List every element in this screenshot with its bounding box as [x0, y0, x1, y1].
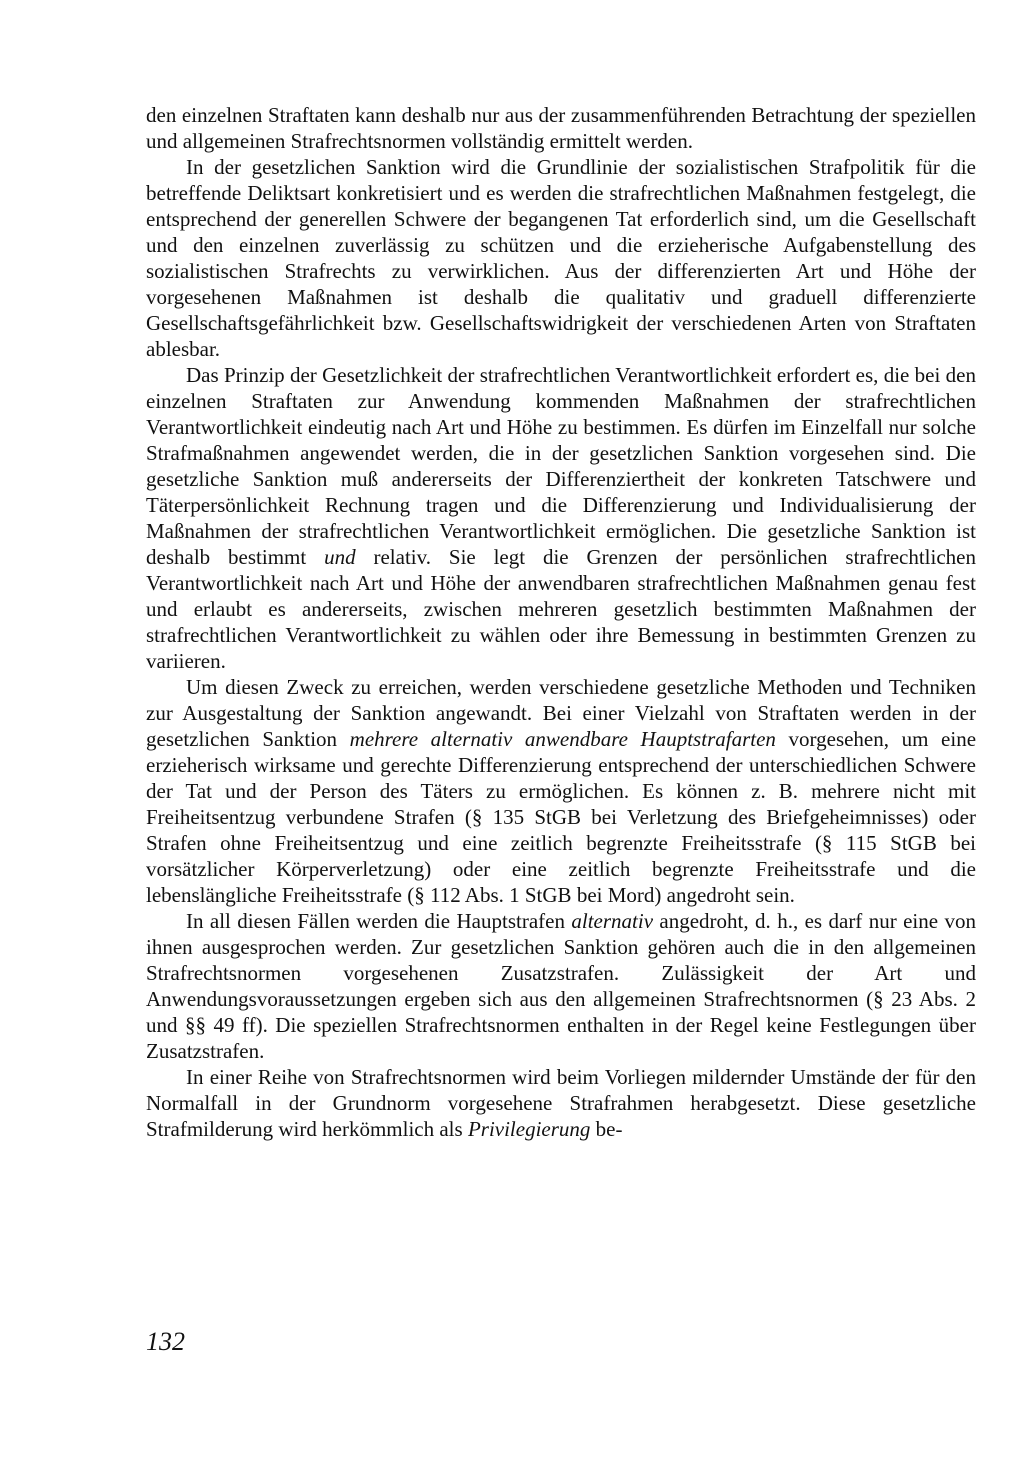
paragraph-3-emphasis: und	[324, 545, 356, 569]
paragraph-5-emphasis: alternativ	[571, 909, 654, 933]
paragraph-6	[146, 1064, 976, 1142]
paragraph-1-text: den einzelnen Straftaten kann deshalb nur aus der zusammenführenden Betrachtung der speziellen und allgemeinen Strafrechtsnormen vollständig ermittelt werden.	[146, 103, 976, 153]
paragraph-1	[146, 102, 976, 154]
paragraph-2	[146, 154, 976, 362]
paragraph-2-text: In der gesetzlichen Sanktion wird die Grundlinie der sozialistischen Strafpolitik für die betreffende Deliktsart konkretisiert und es werden die strafrechtlichen Maßnahmen festgelegt, die entsprechend der generellen Schwere der begangenen Tat erforderlich sind, um die Gesellschaft und den einzelnen zuverlässig zu schützen und die erzieherische Aufgabenstellung des sozialistischen Strafrechts zu verwirklichen. Aus der differenzierten Art und Höhe der vorgesehenen Maßnahmen ist deshalb die qualitativ und graduell differenzierte Gesellschaftsgefährlichkeit bzw. Gesellschaftswidrigkeit der verschiedenen Arten von Straftaten ablesbar.	[146, 155, 976, 361]
page-body	[146, 102, 976, 1142]
paragraph-4	[146, 674, 976, 908]
paragraph-5-text-b: angedroht, d. h., es darf nur eine von ihnen ausgesprochen werden. Zur gesetzlichen Sanktion gehören auch die in den allgemeinen Strafrechtsnormen vorgesehenen Zusatzstrafen. Zulässigkeit der Art und Anwendungsvoraussetzungen ergeben sich aus den allgemeinen Strafrechtsnormen (§ 23 Abs. 2 und §§ 49 ff). Die speziellen Strafrechtsnormen enthalten in der Regel keine Festlegungen über Zusatzstrafen.	[146, 909, 976, 1063]
paragraph-5	[146, 908, 976, 1064]
paragraph-5-text-a: In all diesen Fällen werden die Hauptstrafen	[186, 909, 572, 933]
paragraph-3-text-b: relativ. Sie legt die Grenzen der persönlichen strafrechtlichen Verantwortlichkeit nach Art und Höhe der anwendbaren strafrechtlichen Maßnahmen genau fest und erlaubt es andererseits, zwischen mehreren gesetzlich bestimmten Maßnahmen der strafrechtlichen Verantwortlichkeit zu wählen oder ihre Bemessung in bestimmten Grenzen zu variieren.	[146, 545, 976, 673]
page-number: 132	[146, 1327, 185, 1356]
paragraph-6-text-b: be-	[590, 1117, 623, 1141]
paragraph-4-text-a: Um diesen Zweck zu erreichen, werden verschiedene gesetzliche Methoden und Techniken zur Ausgestaltung der Sanktion angewandt. Bei einer Vielzahl von Straftaten werden in der gesetzlichen Sanktion	[146, 675, 976, 751]
paragraph-6-text-a: In einer Reihe von Strafrechtsnormen wird beim Vorliegen mildernder Umstände der für den Normalfall in der Grundnorm vorgesehene Strafrahmen herabgesetzt. Diese gesetzliche Strafmilderung wird herkömmlich als	[146, 1065, 976, 1141]
paragraph-3	[146, 362, 976, 674]
paragraph-4-emphasis: mehrere alternativ anwendbare Hauptstrafarten	[349, 727, 776, 751]
paragraph-3-text-a: Das Prinzip der Gesetzlichkeit der strafrechtlichen Verantwortlichkeit erfordert es, die bei den einzelnen Straftaten zur Anwendung kommenden Maßnahmen der strafrechtlichen Verantwortlichkeit eindeutig nach Art und Höhe zu bestimmen. Es dürfen im Einzelfall nur solche Strafmaßnahmen angewendet werden, die in der gesetzlichen Sanktion vorgesehen sind. Die gesetzliche Sanktion muß andererseits der Differenziertheit der konkreten Tatschwere und Täterpersönlichkeit Rechnung tragen und die Differenzierung und Individualisierung der Maßnahmen der strafrechtlichen Verantwortlichkeit ermöglichen. Die gesetzliche Sanktion ist deshalb bestimmt	[146, 363, 976, 569]
paragraph-4-text-b: vorgesehen, um eine erzieherisch wirksame und gerechte Differenzierung entsprechend der unterschiedlichen Schwere der Tat und der Person des Täters zu ermöglichen. Es können z. B. mehrere nicht mit Freiheitsentzug verbundene Strafen (§ 135 StGB bei Verletzung des Briefgeheimnisses) oder Strafen ohne Freiheitsentzug und eine zeitlich begrenzte Freiheitsstrafe (§ 115 StGB bei vorsätzlicher Körperverletzung) oder eine zeitlich begrenzte Freiheitsstrafe und die lebenslängliche Freiheitsstrafe (§ 112 Abs. 1 StGB bei Mord) angedroht sein.	[146, 727, 977, 907]
paragraph-6-emphasis: Privilegierung	[467, 1117, 591, 1141]
